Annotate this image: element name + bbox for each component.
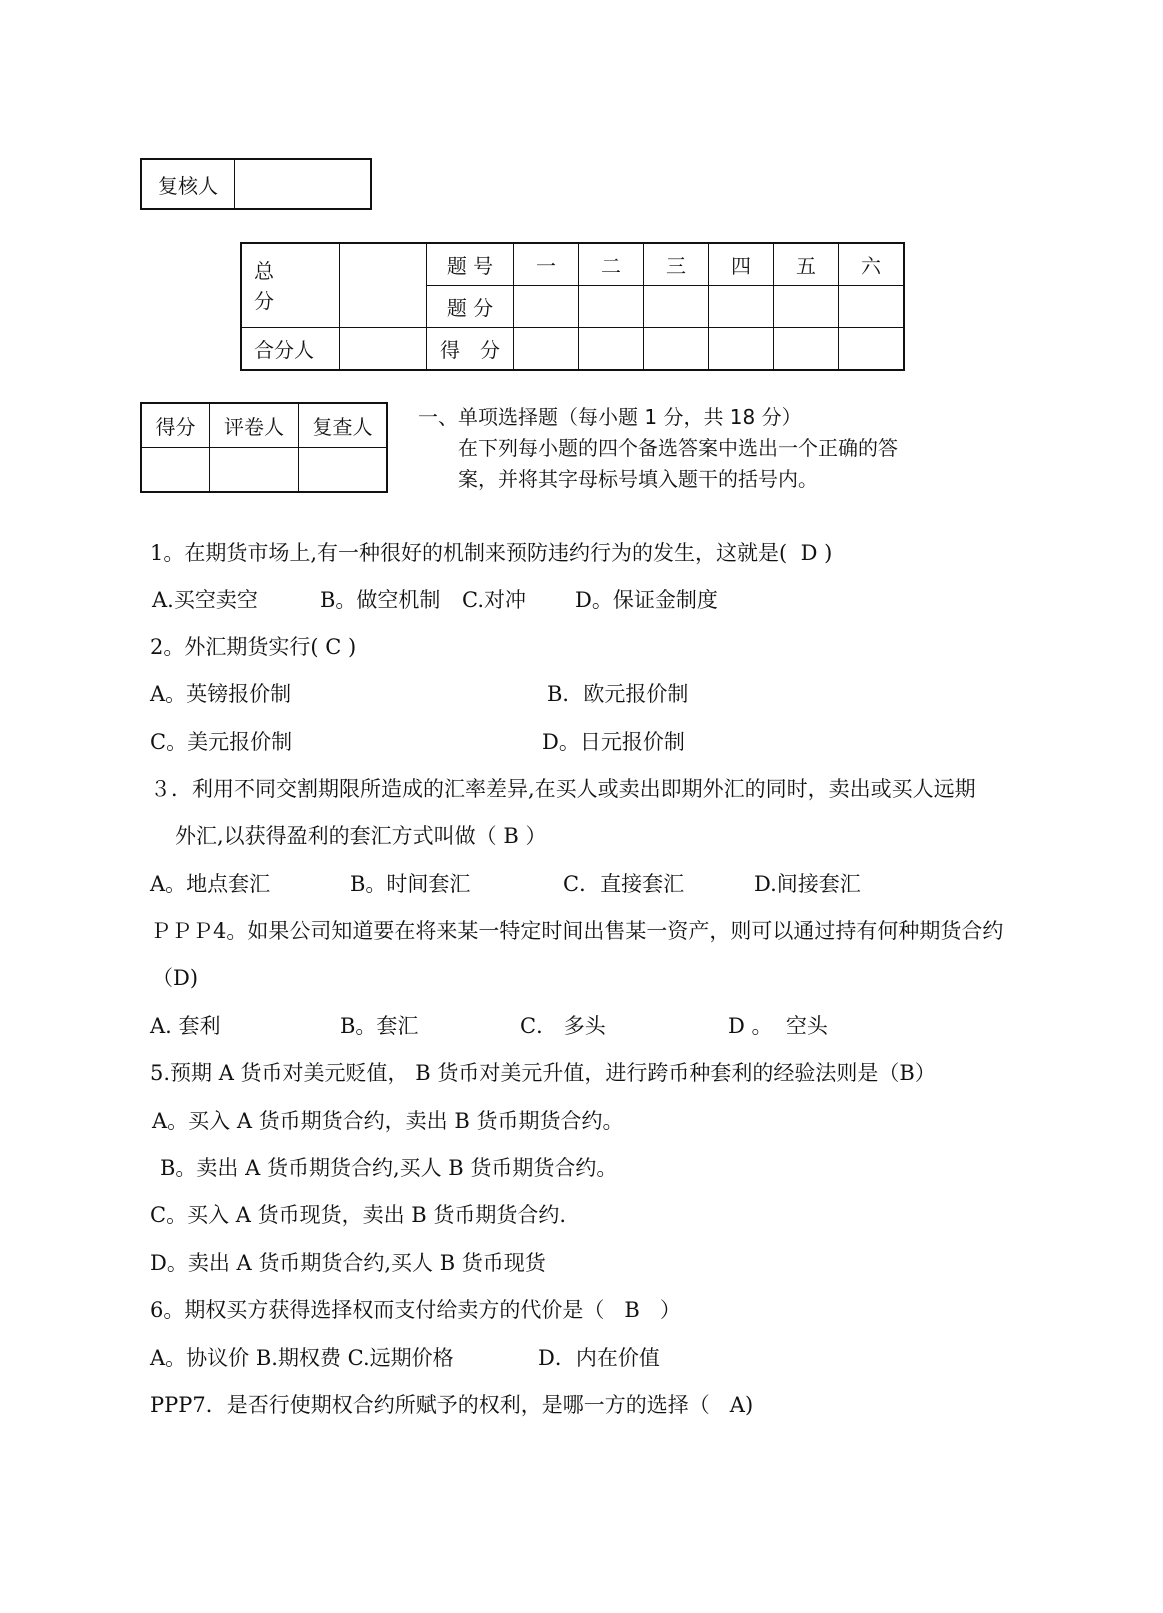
option-a: A。地点套汇	[150, 872, 271, 896]
option-a: A.买空卖空	[152, 588, 258, 612]
score-cell[interactable]	[579, 286, 644, 328]
question-7: PPP7．是否行使期权合约所赋予的权利，是哪一方的选择（ A)	[150, 1393, 754, 1417]
got-score-cell[interactable]	[839, 328, 905, 371]
got-score-cell[interactable]	[579, 328, 644, 371]
question-3-line-1: ３．利用不同交割期限所造成的汇率差异,在买人或卖出即期外汇的同时，卖出或买人远期	[150, 777, 976, 801]
question-2: 2。外汇期货实行( C )	[150, 635, 357, 659]
grader-name-field[interactable]	[210, 448, 299, 493]
option-c: C． 多头	[520, 1014, 606, 1038]
got-score-label: 得 分	[427, 328, 514, 371]
grader-table	[140, 402, 388, 493]
section-instruction-line-2: 案，并将其字母标号填入题干的括号内。	[458, 467, 818, 491]
question-4-line-1: ＰＰＰ4。如果公司知道要在将来某一特定时间出售某一资产，则可以通过持有何种期货合约	[150, 919, 1004, 943]
option-a: A。英镑报价制	[150, 682, 292, 706]
option-c: C．直接套汇	[563, 872, 685, 896]
option-abc: A。协议价 B.期权费 C.远期价格	[150, 1346, 454, 1370]
question-6: 6。期权买方获得选择权而支付给卖方的代价是（ B ）	[150, 1298, 681, 1322]
question-score-label: 题 分	[427, 286, 514, 328]
option-b: B．欧元报价制	[547, 682, 689, 706]
option-b: B。时间套汇	[350, 872, 471, 896]
got-score-cell[interactable]	[709, 328, 774, 371]
question-5-option-a: A。买入 A 货币期货合约，卖出 B 货币期货合约。	[152, 1109, 624, 1133]
section-title: 一、单项选择题（每小题 1 分，共 18 分）	[418, 405, 802, 429]
question-number-label: 题 号	[427, 243, 514, 286]
grader-header-grader: 评卷人	[210, 403, 299, 448]
question-5: 5.预期 A 货币对美元贬值， B 货币对美元升值，进行跨币种套利的经验法则是（B）	[150, 1061, 936, 1085]
question-1: 1。在期货市场上,有一种很好的机制来预防违约行为的发生，这就是( D )	[150, 541, 833, 565]
option-c: C.对冲	[462, 588, 526, 612]
question-number-6: 六	[839, 243, 905, 286]
reviewer-label: 复核人	[141, 159, 235, 209]
option-a: A. 套利	[150, 1014, 221, 1038]
question-5-option-c: C。买入 A 货币现货，卖出 B 货币期货合约.	[150, 1203, 567, 1227]
option-b: B。套汇	[340, 1014, 419, 1038]
question-number-2: 二	[579, 243, 644, 286]
option-d: D．内在价值	[538, 1346, 660, 1370]
option-d: D.间接套汇	[754, 872, 861, 896]
score-cell[interactable]	[709, 286, 774, 328]
total-score-field[interactable]	[340, 243, 427, 328]
combiner-label: 合分人	[241, 328, 340, 371]
got-score-cell[interactable]	[644, 328, 709, 371]
combiner-field[interactable]	[340, 328, 427, 371]
total-label: 总 分	[241, 243, 340, 328]
grader-score-field[interactable]	[141, 448, 210, 493]
question-5-option-d: D。卖出 A 货币期货合约,买人 B 货币现货	[150, 1251, 546, 1275]
question-number-3: 三	[644, 243, 709, 286]
option-b: B。做空机制	[320, 588, 441, 612]
got-score-cell[interactable]	[774, 328, 839, 371]
question-number-1: 一	[514, 243, 579, 286]
option-d: D。日元报价制	[542, 730, 685, 754]
section-instruction-line-1: 在下列每小题的四个备选答案中选出一个正确的答	[458, 436, 898, 460]
question-5-option-b: B。卖出 A 货币期货合约,买人 B 货币期货合约。	[160, 1156, 618, 1180]
option-c: C。美元报价制	[150, 730, 293, 754]
reviewer-field[interactable]	[235, 159, 372, 209]
section-header	[418, 402, 978, 495]
score-table	[240, 242, 905, 371]
option-d: D 。 空头	[728, 1014, 828, 1038]
score-cell[interactable]	[514, 286, 579, 328]
score-cell[interactable]	[839, 286, 905, 328]
option-d: D。保证金制度	[575, 588, 718, 612]
question-number-4: 四	[709, 243, 774, 286]
score-cell[interactable]	[644, 286, 709, 328]
grader-header-score: 得分	[141, 403, 210, 448]
got-score-cell[interactable]	[514, 328, 579, 371]
question-4-line-2: （D)	[152, 966, 199, 990]
grader-header-checker: 复查人	[299, 403, 388, 448]
checker-name-field[interactable]	[299, 448, 388, 493]
question-number-5: 五	[774, 243, 839, 286]
reviewer-table	[140, 158, 372, 210]
score-cell[interactable]	[774, 286, 839, 328]
question-3-line-2: 外汇,以获得盈利的套汇方式叫做（ B ）	[175, 824, 547, 848]
